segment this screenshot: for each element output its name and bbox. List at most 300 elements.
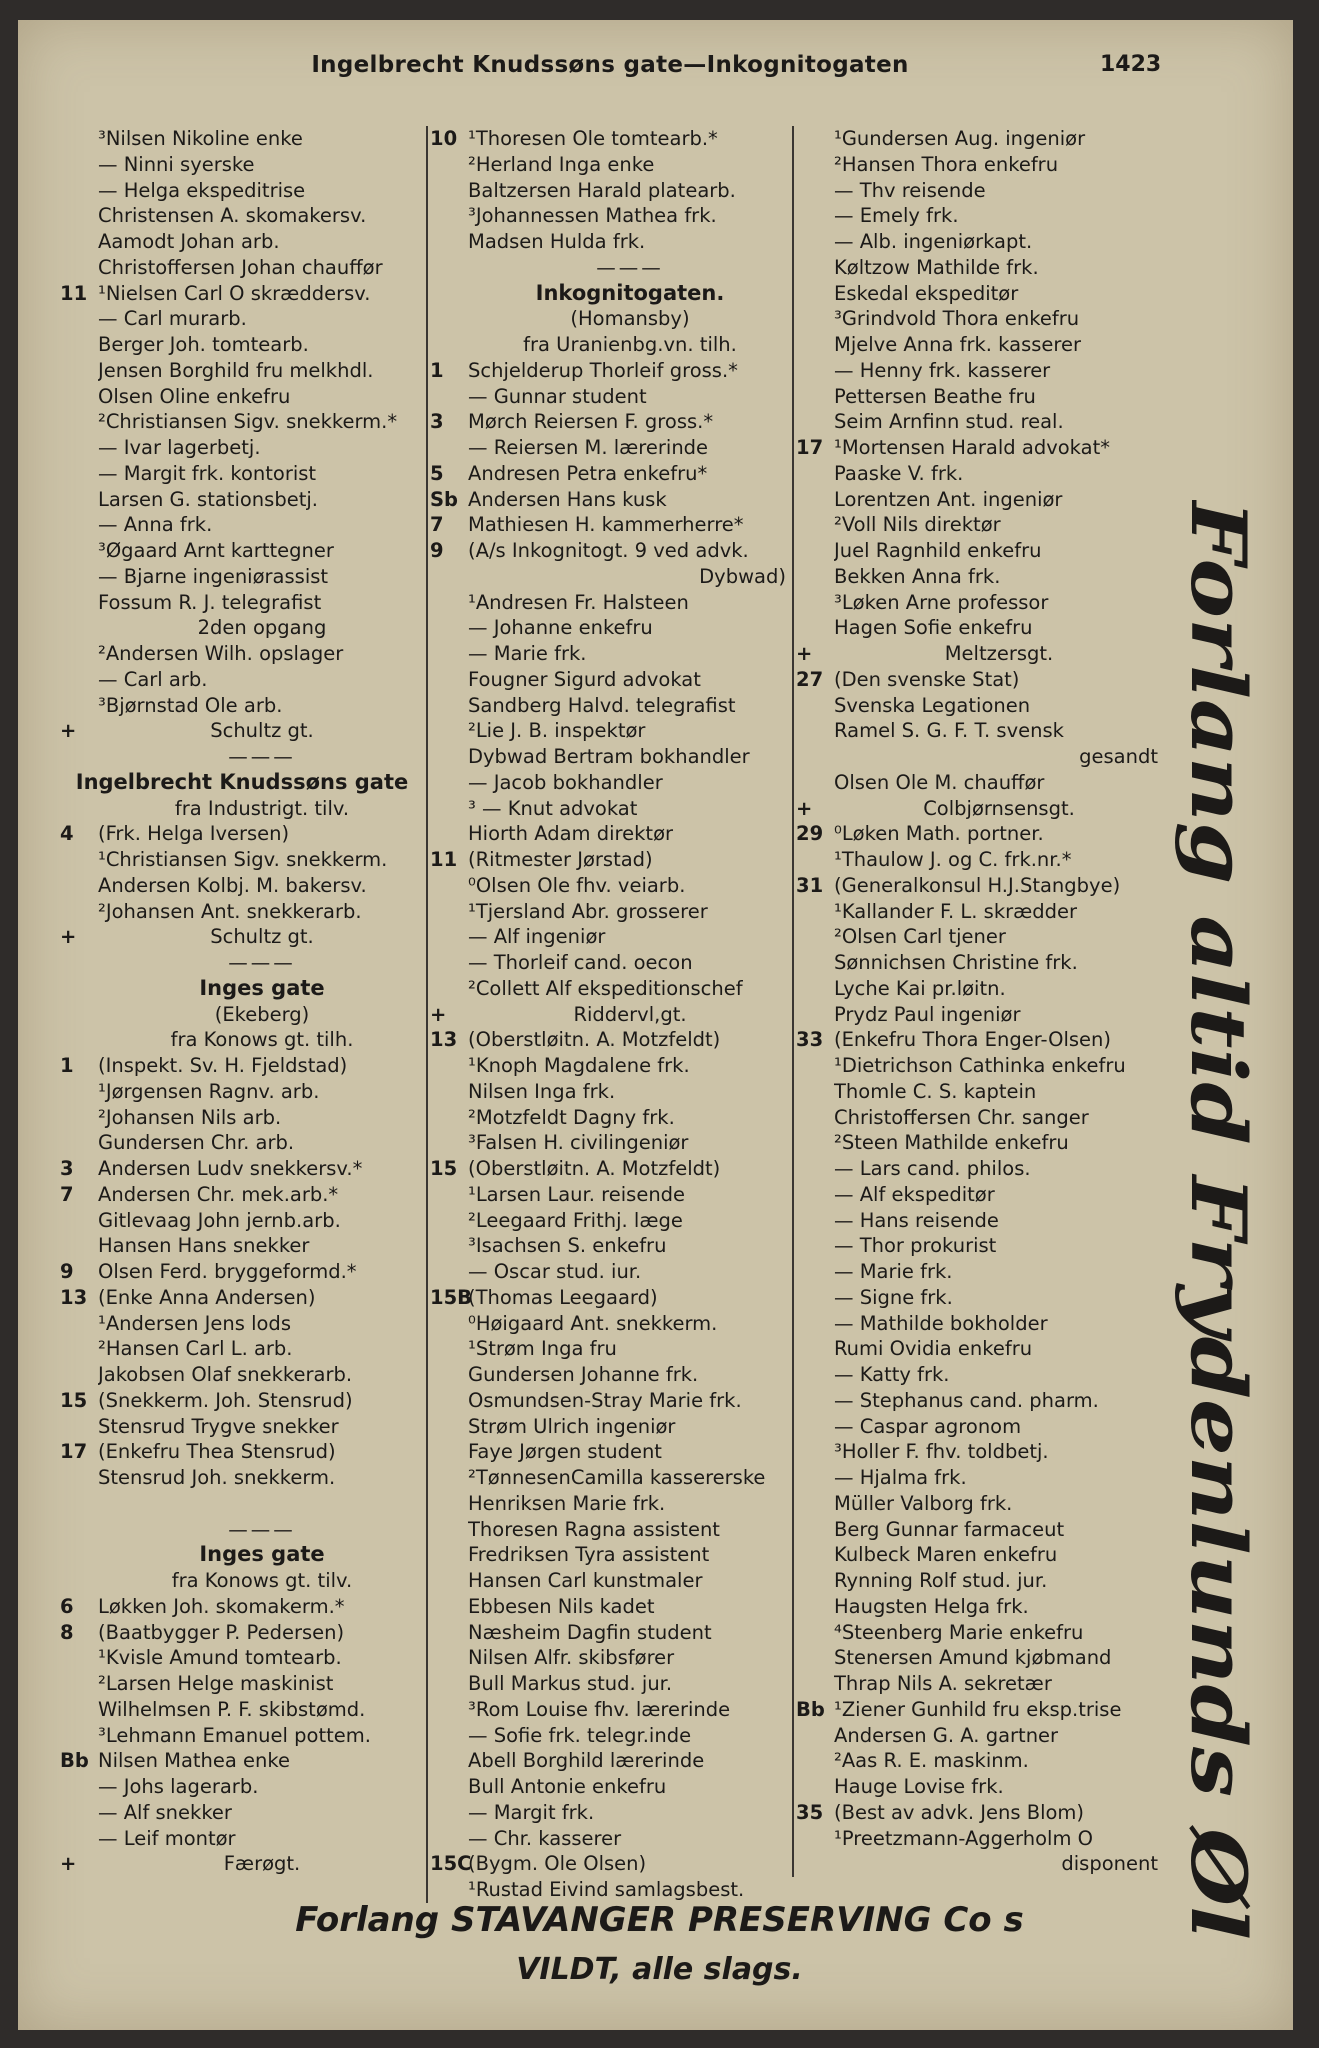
directory-entry — [794, 1645, 1164, 1671]
entry-text: Christoffersen Johan chauffør — [98, 255, 383, 279]
directory-entry — [794, 1748, 1164, 1774]
house-number — [58, 1208, 98, 1234]
entry-text: Olsen Ferd. bryggeformd.* — [98, 1260, 357, 1283]
directory-entry — [794, 152, 1164, 178]
directory-entry — [58, 1336, 426, 1362]
directory-entry — [794, 487, 1164, 513]
directory-entry — [794, 1517, 1164, 1543]
directory-entry — [428, 1259, 792, 1285]
entry-text: (Generalkonsul H.J.Stangbye) — [834, 873, 1121, 897]
directory-entry — [428, 203, 792, 229]
entry-text: Berger Joh. tomtearb. — [98, 333, 309, 356]
house-number — [58, 203, 98, 229]
directory-entry — [58, 1362, 426, 1388]
directory-entry — [794, 950, 1164, 976]
house-number — [428, 1542, 468, 1568]
house-number — [58, 255, 98, 281]
house-number — [794, 384, 834, 410]
entry-text: Sandberg Halvd. telegrafist — [468, 693, 736, 717]
house-number — [794, 1002, 834, 1028]
directory-entry — [794, 873, 1164, 899]
directory-entry — [58, 1439, 426, 1465]
entry-text: Müller Valborg frk. — [834, 1491, 1013, 1515]
house-number — [428, 203, 468, 229]
column-2 — [426, 126, 792, 1903]
house-number — [794, 358, 834, 384]
entry-text: — Alb. ingeniørkapt. — [834, 230, 1033, 253]
directory-entry — [58, 203, 426, 229]
entry-text: Nilsen Alfr. skibsfører — [468, 1646, 675, 1670]
directory-entry — [428, 899, 792, 925]
directory-entry — [428, 1671, 792, 1697]
directory-entry — [58, 950, 426, 976]
entry-text: Ramel S. G. F. T. svensk — [834, 719, 1064, 743]
entry-text: Olsen Ole M. chauffør — [834, 770, 1045, 794]
entry-text: Juel Ragnhild enkefru — [834, 539, 1042, 562]
directory-entry — [58, 1259, 426, 1285]
house-number — [428, 1105, 468, 1131]
entry-text: Hiorth Adam direktør — [468, 822, 674, 846]
house-number: 1 — [60, 1054, 74, 1077]
house-number — [428, 1594, 468, 1620]
house-number — [794, 1156, 834, 1182]
house-number — [428, 306, 468, 332]
house-number — [58, 409, 98, 435]
directory-entry — [58, 718, 426, 744]
directory-entry — [794, 1723, 1164, 1749]
entry-text: — Mathilde bokholder — [834, 1311, 1048, 1335]
entry-text: — Margit frk. kontorist — [98, 461, 317, 485]
house-number — [794, 1182, 834, 1208]
house-number — [428, 641, 468, 667]
directory-entry — [794, 229, 1164, 255]
directory-entry — [58, 1748, 426, 1774]
directory-entry — [58, 1388, 426, 1414]
house-number — [794, 924, 834, 950]
directory-entry — [794, 512, 1164, 538]
house-number — [794, 203, 834, 229]
entry-text: (Homansby) — [570, 307, 690, 331]
house-number — [794, 1336, 834, 1362]
directory-entry — [428, 1156, 792, 1182]
house-number — [794, 1285, 834, 1311]
house-number — [428, 1362, 468, 1388]
entry-text: Jakobsen Olaf snekkerarb. — [98, 1363, 353, 1386]
directory-entry — [58, 1774, 426, 1800]
directory-entry — [428, 1826, 792, 1852]
entry-text: Hauge Lovise frk. — [834, 1775, 1004, 1798]
directory-entry — [428, 873, 792, 899]
directory-entry — [794, 1233, 1164, 1259]
entry-text: — Thorleif cand. oecon — [468, 951, 693, 974]
house-number: + — [796, 642, 813, 665]
directory-entry — [58, 1027, 426, 1053]
entry-text: Andersen Chr. mek.arb.* — [98, 1182, 339, 1206]
house-number — [428, 1800, 468, 1826]
house-number — [794, 538, 834, 564]
directory-entry — [794, 590, 1164, 616]
house-number — [794, 1748, 834, 1774]
entry-text: Wilhelmsen P. F. skibstømd. — [98, 1697, 366, 1721]
house-number — [428, 744, 468, 770]
directory-entry — [794, 924, 1164, 950]
house-number: 27 — [796, 667, 824, 691]
entry-text: Rumi Ovidia enkefru — [834, 1337, 1033, 1361]
directory-entry — [794, 1851, 1164, 1877]
house-number — [428, 152, 468, 178]
entry-text: — Thor prokurist — [834, 1234, 997, 1258]
house-number — [428, 1388, 468, 1414]
house-number: 3 — [430, 410, 444, 434]
directory-entry — [794, 538, 1164, 564]
house-number — [794, 590, 834, 616]
house-number — [428, 615, 468, 641]
directory-entry — [428, 1311, 792, 1337]
directory-entry — [58, 1414, 426, 1440]
house-number — [794, 178, 834, 204]
entry-text: Andersen G. A. gartner — [834, 1723, 1059, 1747]
entry-text: (Enke Anna Andersen) — [98, 1285, 316, 1309]
directory-entry — [794, 796, 1164, 822]
directory-entry — [794, 1156, 1164, 1182]
house-number — [428, 950, 468, 976]
house-number — [428, 1079, 468, 1105]
entry-text: — Johs lagerarb. — [98, 1775, 259, 1798]
directory-entry — [794, 126, 1164, 152]
house-number — [794, 126, 834, 152]
entry-text: Dybwad) — [699, 564, 786, 588]
entry-text: Hansen Carl kunstmaler — [468, 1569, 703, 1592]
house-number — [58, 1465, 98, 1491]
entry-text: — Thv reisende — [834, 178, 986, 202]
house-number — [428, 976, 468, 1002]
entry-text: (Enkefru Thora Enger-Olsen) — [834, 1028, 1111, 1052]
house-number — [794, 1645, 834, 1671]
entry-text: Baltzersen Harald platearb. — [468, 178, 736, 202]
house-number — [58, 1645, 98, 1671]
house-number: 13 — [430, 1028, 458, 1052]
house-number — [794, 693, 834, 719]
directory-entry — [428, 1465, 792, 1491]
house-number — [794, 1491, 834, 1517]
entry-text: — Emely frk. — [834, 204, 959, 228]
directory-entry — [428, 1053, 792, 1079]
house-number — [428, 821, 468, 847]
directory-entry — [58, 976, 426, 1002]
directory-entry — [428, 1594, 792, 1620]
house-number: 11 — [60, 281, 88, 305]
directory-entry — [58, 178, 426, 204]
entry-text: ¹Kvisle Amund tomtearb. — [98, 1646, 342, 1670]
directory-entry — [58, 564, 426, 590]
entry-text: — Hans reisende — [834, 1208, 999, 1232]
entry-text: Andersen Hans kusk — [468, 487, 667, 511]
directory-entry — [58, 1182, 426, 1208]
column-1 — [58, 126, 426, 1877]
directory-entry — [58, 358, 426, 384]
entry-text: ²Larsen Helge maskinist — [98, 1672, 334, 1695]
house-number — [58, 1671, 98, 1697]
directory-entry — [794, 1568, 1164, 1594]
directory-entry — [428, 693, 792, 719]
house-number — [58, 332, 98, 358]
page-number: 1423 — [1100, 52, 1162, 77]
entry-text: Schultz gt. — [210, 925, 314, 949]
house-number: 13 — [60, 1285, 88, 1309]
house-number — [58, 1517, 98, 1543]
house-number — [794, 1105, 834, 1131]
house-number — [58, 1105, 98, 1131]
directory-entry — [794, 203, 1164, 229]
directory-entry — [428, 641, 792, 667]
entry-text: Faye Jørgen student — [468, 1440, 662, 1464]
entry-text: Henriksen Marie frk. — [468, 1491, 666, 1515]
entry-text: ³Grindvold Thora enkefru — [834, 307, 1080, 331]
entry-text: Fossum R. J. telegrafist — [98, 590, 322, 614]
directory-entry — [794, 1594, 1164, 1620]
house-number — [58, 976, 98, 1002]
house-number — [58, 615, 98, 641]
house-number — [428, 899, 468, 925]
house-number — [428, 178, 468, 204]
directory-entry — [58, 126, 426, 152]
entry-text: — Katty frk. — [834, 1363, 950, 1386]
house-number — [58, 126, 98, 152]
entry-text: (Oberstløitn. A. Motzfeldt) — [468, 1028, 721, 1052]
house-number — [58, 1774, 98, 1800]
entry-text: Schjelderup Thorleif gross.* — [468, 358, 738, 382]
directory-entry — [428, 1105, 792, 1131]
entry-text: Aamodt Johan arb. — [98, 230, 280, 253]
entry-text: ¹Gundersen Aug. ingeniør — [834, 127, 1086, 150]
directory-entry — [58, 847, 426, 873]
directory-entry — [58, 435, 426, 461]
vertical-advertisement — [1172, 500, 1264, 1960]
directory-entry — [794, 1027, 1164, 1053]
entry-text: Olsen Oline enkefru — [98, 384, 291, 408]
entry-text: — Lars cand. philos. — [834, 1157, 1031, 1180]
entry-text: ²Steen Mathilde enkefru — [834, 1131, 1069, 1155]
entry-text: — Jacob bokhandler — [468, 770, 663, 794]
entry-text: Jensen Borghild fru melkhdl. — [98, 358, 374, 382]
entry-text: Bull Antonie enkefru — [468, 1775, 667, 1798]
house-number — [428, 1697, 468, 1723]
entry-text: ²Collett Alf ekspeditionschef — [468, 976, 743, 1000]
directory-entry — [428, 538, 792, 564]
entry-text: (Baatbygger P. Pedersen) — [98, 1620, 345, 1644]
directory-entry — [428, 126, 792, 152]
entry-text: Madsen Hulda frk. — [468, 230, 646, 253]
entry-text: Paaske V. frk. — [834, 461, 964, 485]
directory-entry — [794, 384, 1164, 410]
directory-entry — [58, 1105, 426, 1131]
house-number — [428, 590, 468, 616]
house-number — [794, 1439, 834, 1465]
house-number — [58, 744, 98, 770]
entry-text: ²Christiansen Sigv. snekkerm.* — [98, 410, 398, 434]
directory-entry — [428, 487, 792, 513]
vertical-ad-svg — [1172, 500, 1264, 1960]
house-number — [428, 1774, 468, 1800]
house-number — [58, 1800, 98, 1826]
entry-text: Nilsen Inga frk. — [468, 1079, 616, 1103]
directory-entry — [794, 1182, 1164, 1208]
house-number: Bb — [60, 1749, 89, 1773]
entry-text: Abell Borghild lærerinde — [468, 1749, 705, 1773]
directory-entry — [794, 821, 1164, 847]
directory-entry — [58, 384, 426, 410]
directory-entry — [428, 1542, 792, 1568]
directory-entry — [58, 1723, 426, 1749]
directory-entry — [58, 1156, 426, 1182]
house-number — [428, 1877, 468, 1903]
house-number — [428, 770, 468, 796]
directory-entry — [794, 281, 1164, 307]
directory-entry — [58, 1285, 426, 1311]
directory-entry — [58, 1233, 426, 1259]
entry-text: Stensrud Trygve snekker — [98, 1414, 339, 1438]
directory-entry — [428, 1748, 792, 1774]
entry-text: Inkognitogaten. — [535, 280, 725, 305]
directory-entry — [58, 1465, 426, 1491]
entry-text: fra Industrigt. tilv. — [174, 796, 350, 820]
footer-ad-line-2: VILDT, alle slags. — [516, 1952, 803, 1987]
house-number — [794, 1311, 834, 1337]
entry-text: ³ — Knut advokat — [468, 796, 638, 820]
house-number — [794, 770, 834, 796]
entry-text: Lyche Kai pr.løitn. — [834, 976, 1006, 1000]
entry-text: (Snekkerm. Joh. Stensrud) — [98, 1388, 353, 1412]
house-number — [58, 1723, 98, 1749]
house-number — [58, 899, 98, 925]
directory-entry — [794, 1079, 1164, 1105]
house-number — [428, 1723, 468, 1749]
directory-entry — [58, 152, 426, 178]
entry-text: ³Lehmann Emanuel pottem. — [98, 1723, 371, 1747]
directory-entry — [794, 461, 1164, 487]
directory-entry — [58, 1697, 426, 1723]
directory-entry — [58, 461, 426, 487]
directory-entry — [428, 1877, 792, 1903]
house-number: 17 — [796, 436, 824, 459]
entry-text: ³Nilsen Nikoline enke — [98, 127, 303, 150]
house-number: 29 — [796, 822, 824, 846]
house-number — [58, 512, 98, 538]
directory-entry — [58, 1517, 426, 1543]
directory-entry — [58, 796, 426, 822]
house-number — [794, 1568, 834, 1594]
entry-text: ¹Thaulow J. og C. frk.nr.* — [834, 848, 1072, 871]
directory-entry — [428, 1362, 792, 1388]
entry-text: disponent — [1061, 1852, 1158, 1876]
directory-entry — [428, 744, 792, 770]
entry-text: Bull Markus stud. jur. — [468, 1672, 673, 1695]
directory-entry — [58, 306, 426, 332]
directory-entry — [428, 615, 792, 641]
entry-text: Inges gate — [199, 975, 325, 1000]
entry-text: ³Holler F. fhv. toldbetj. — [834, 1440, 1049, 1464]
entry-text: Stensrud Joh. snekkerm. — [98, 1466, 336, 1489]
directory-entry — [58, 1594, 426, 1620]
entry-text: ²Voll Nils direktør — [834, 513, 1001, 537]
house-number — [794, 409, 834, 435]
directory-entry — [794, 1362, 1164, 1388]
directory-entry — [428, 1620, 792, 1646]
house-number — [58, 1697, 98, 1723]
directory-entry — [428, 1517, 792, 1543]
house-number — [58, 538, 98, 564]
directory-entry — [58, 590, 426, 616]
house-number — [794, 615, 834, 641]
house-number — [428, 1517, 468, 1543]
directory-entry — [794, 1311, 1164, 1337]
house-number — [794, 1414, 834, 1440]
house-number — [794, 1053, 834, 1079]
entry-text: fra Uranienbg.vn. tilh. — [523, 333, 737, 356]
house-number — [58, 950, 98, 976]
house-number — [428, 1414, 468, 1440]
entry-text: ³Bjørnstad Ole arb. — [98, 693, 283, 717]
directory-entry — [58, 924, 426, 950]
entry-text: Berg Gunnar farmaceut — [834, 1517, 1065, 1541]
directory-entry — [428, 281, 792, 307]
house-number — [428, 1826, 468, 1852]
house-number — [58, 693, 98, 719]
house-number: 15 — [430, 1157, 458, 1180]
directory-entry — [794, 1465, 1164, 1491]
entry-text: ——— — [596, 255, 664, 279]
entry-text: Inges gate — [199, 1542, 325, 1567]
house-number — [58, 1826, 98, 1852]
entry-text: ——— — [228, 1517, 296, 1541]
house-number — [58, 1027, 98, 1053]
house-number: 7 — [430, 513, 444, 537]
directory-entry — [58, 538, 426, 564]
house-number: + — [430, 1002, 447, 1026]
entry-text: Prydz Paul ingeniør — [834, 1002, 1021, 1026]
directory-entry — [428, 1336, 792, 1362]
directory-entry — [428, 1208, 792, 1234]
entry-text: ——— — [228, 745, 296, 768]
house-number — [428, 255, 468, 281]
entry-text: Køltzow Mathilde frk. — [834, 255, 1039, 279]
directory-entry — [58, 281, 426, 307]
house-number — [58, 667, 98, 693]
directory-entry — [428, 1414, 792, 1440]
directory-entry — [428, 512, 792, 538]
entry-text: Ingelbrecht Knudssøns gate — [75, 769, 409, 794]
directory-entry — [794, 306, 1164, 332]
directory-entry — [794, 718, 1164, 744]
entry-text — [98, 1491, 426, 1517]
directory-entry — [58, 873, 426, 899]
entry-text: ¹Rustad Eivind samlagsbest. — [468, 1878, 745, 1901]
house-number — [428, 1671, 468, 1697]
directory-entry — [428, 924, 792, 950]
entry-text: — Stephanus cand. pharm. — [834, 1388, 1099, 1412]
entry-text: — Chr. kasserer — [468, 1826, 622, 1850]
entry-text: — Leif montør — [98, 1826, 236, 1850]
directory-entry — [794, 1285, 1164, 1311]
house-number — [794, 512, 834, 538]
directory-entry — [428, 821, 792, 847]
directory-entry — [794, 899, 1164, 925]
entry-text: — Ninni syerske — [98, 152, 255, 176]
entry-text: ⁰Høigaard Ant. snekkerm. — [468, 1311, 718, 1335]
entry-text: — Marie frk. — [468, 642, 587, 665]
house-number — [428, 229, 468, 255]
directory-entry — [794, 847, 1164, 873]
